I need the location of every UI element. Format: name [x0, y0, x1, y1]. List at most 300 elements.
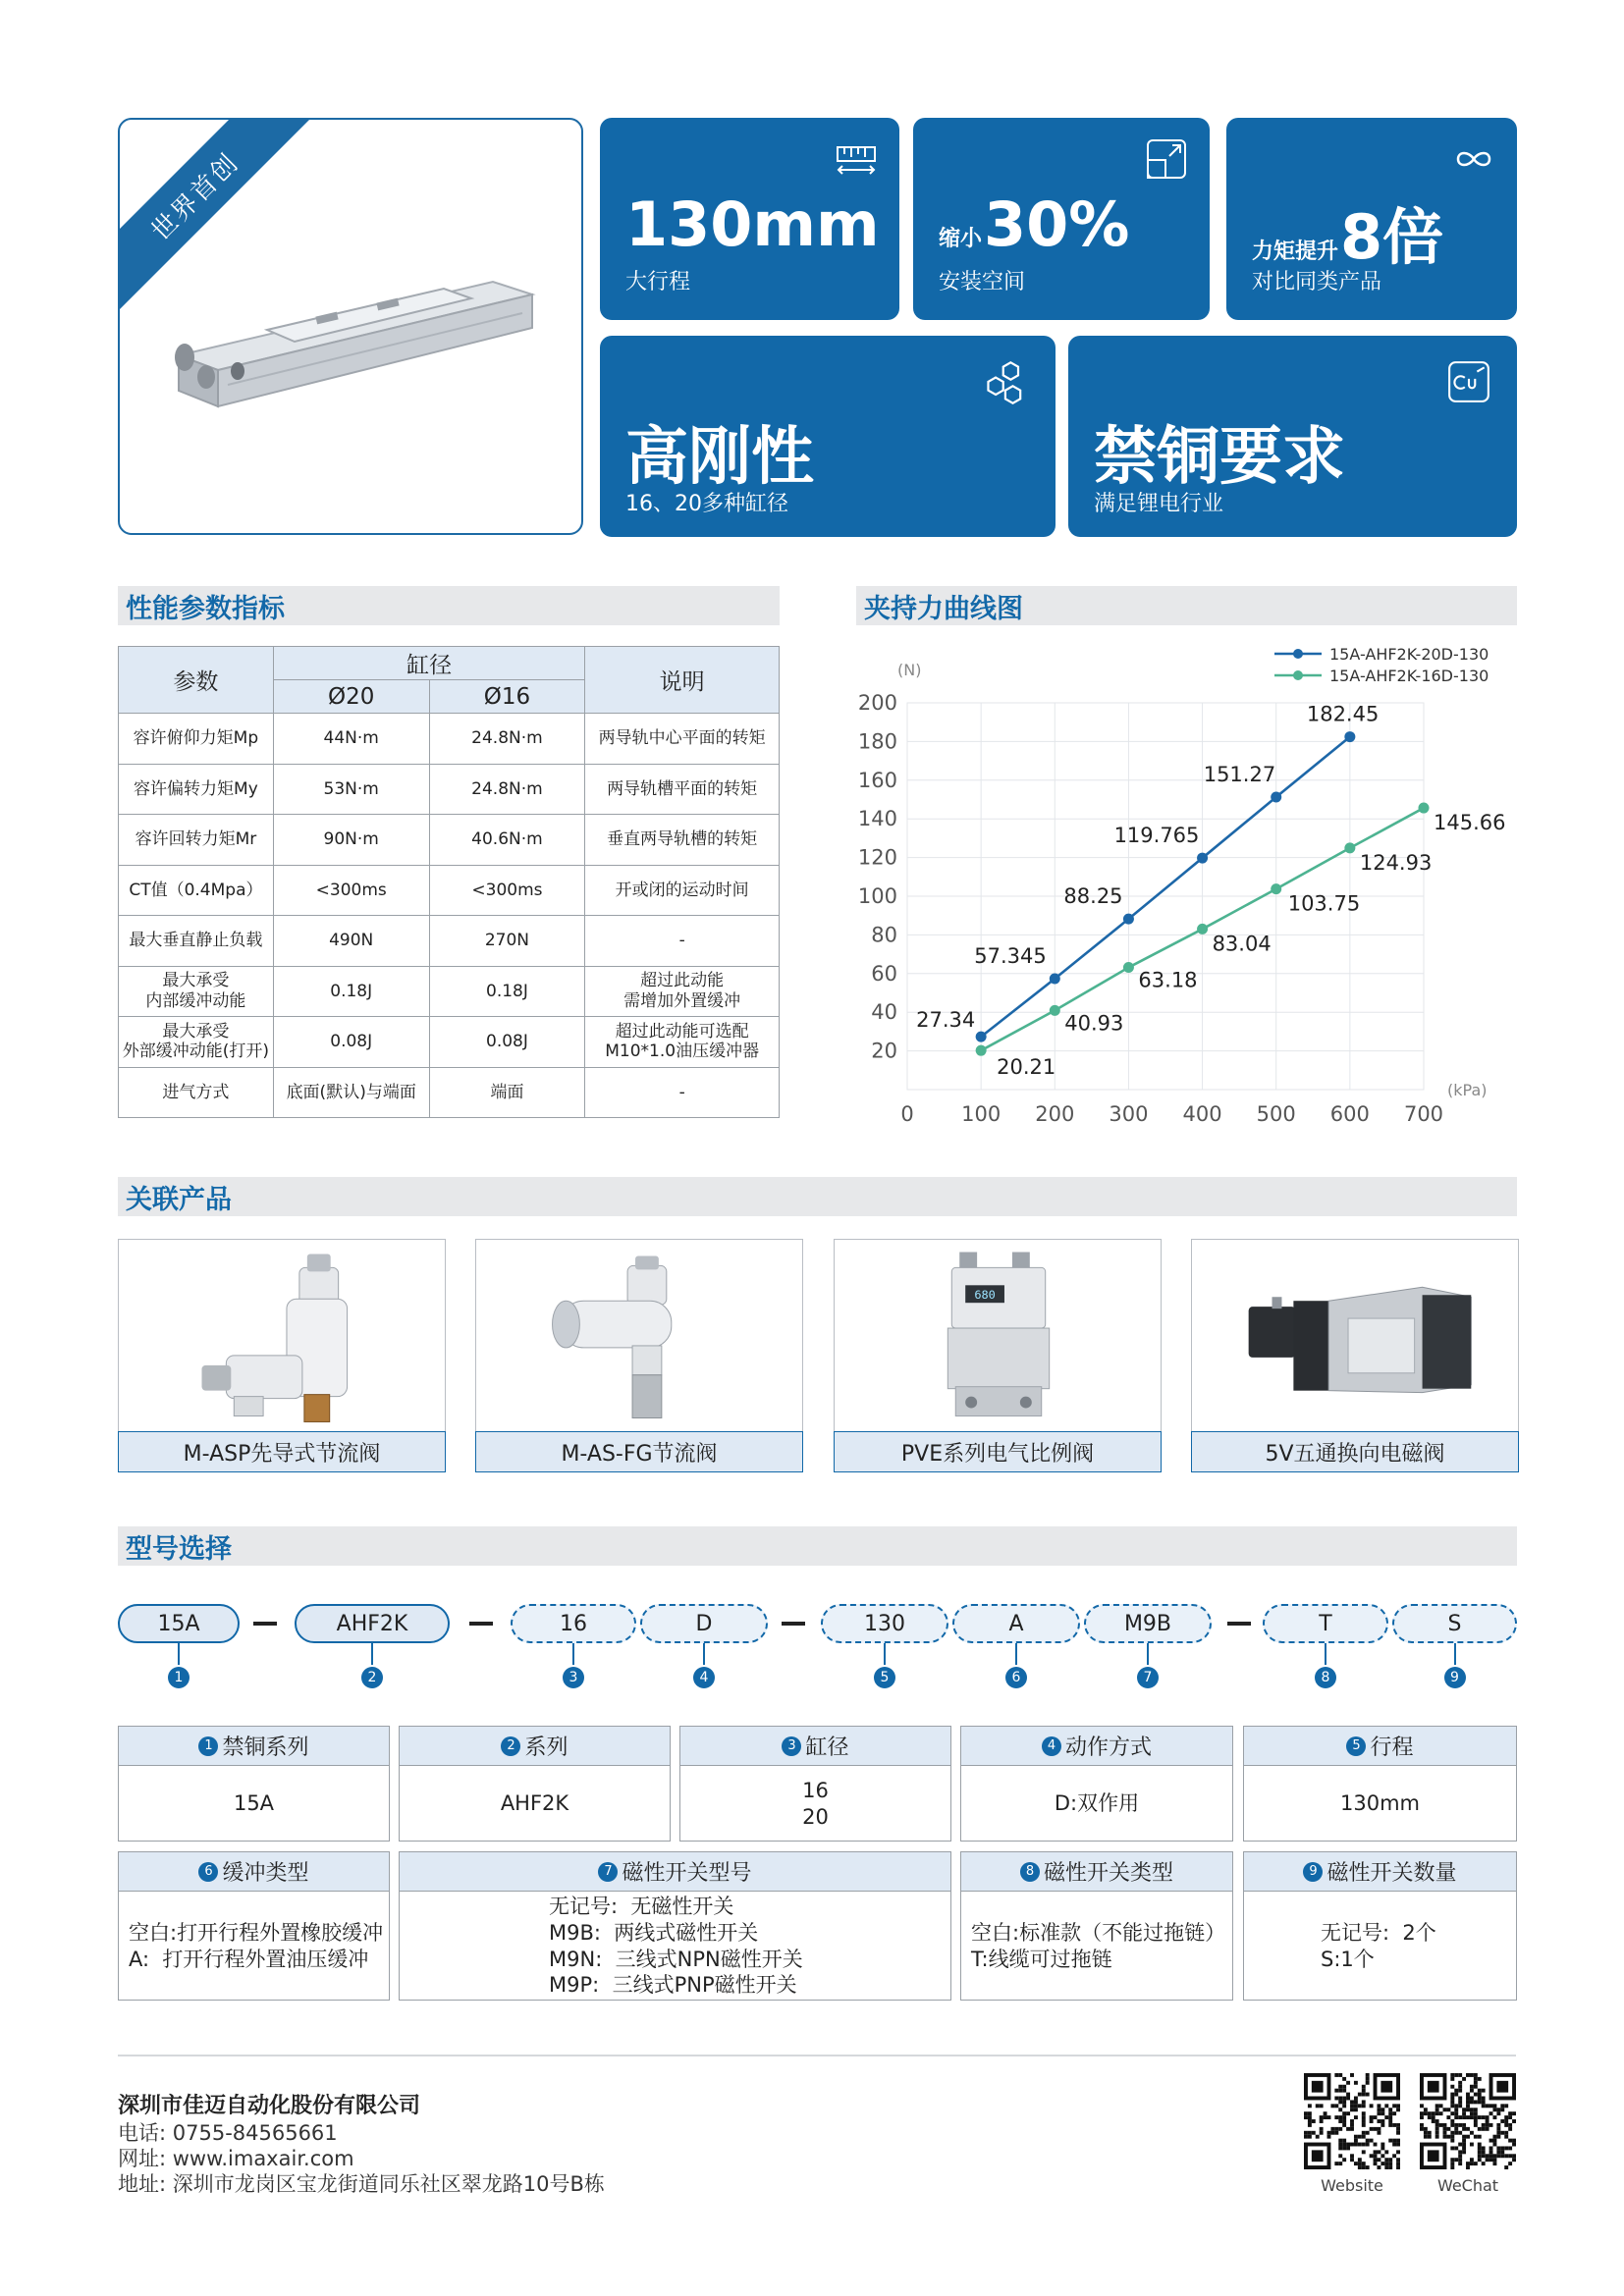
qr-module	[1458, 2104, 1462, 2108]
option-line: M9P: 三线式PNP磁性开关	[549, 1973, 797, 1998]
option-line: S:1个	[1321, 1947, 1375, 1971]
qr-module	[1350, 2073, 1354, 2077]
space-prefix: 缩小	[939, 227, 983, 251]
option-line: M9N: 三线式NPN磁性开关	[549, 1947, 803, 1971]
qr-module	[1354, 2139, 1358, 2143]
param-name: 最大垂直静止负载	[119, 916, 274, 967]
qr-module	[1388, 2162, 1392, 2165]
qr-module	[1482, 2127, 1486, 2131]
qr-module	[1342, 2077, 1346, 2081]
data-label: 103.75	[1287, 891, 1361, 916]
qr-module	[1354, 2162, 1358, 2165]
performance-table	[118, 646, 780, 1118]
x-tick-label: 0	[900, 1102, 914, 1126]
tile-copper	[1068, 336, 1517, 537]
qr-module	[1396, 2150, 1400, 2154]
qr-module	[1334, 2131, 1338, 2135]
segment-number-badge: 9	[1444, 1667, 1466, 1688]
qr-module	[1388, 2123, 1392, 2127]
param-row	[119, 966, 780, 1017]
qr-module	[1338, 2143, 1342, 2147]
qr-module	[1450, 2146, 1454, 2150]
qr-module	[1320, 2115, 1324, 2119]
model-code-segment: S	[1392, 1604, 1517, 1643]
product-photo-frame	[118, 118, 583, 535]
qr-module	[1350, 2108, 1354, 2111]
qr-module	[1304, 2111, 1308, 2115]
option-title: 磁性开关类型	[1043, 1861, 1173, 1886]
option-body	[400, 1767, 670, 1841]
qr-module	[1474, 2123, 1478, 2127]
qr-module	[1366, 2073, 1370, 2077]
qr-module	[1362, 2089, 1366, 2093]
qr-module	[1396, 2123, 1400, 2127]
qr-module	[1454, 2115, 1458, 2119]
param-d20: 44N·m	[273, 714, 429, 765]
qr-module	[1504, 2131, 1508, 2135]
param-row	[119, 916, 780, 967]
qr-module	[1350, 2119, 1354, 2123]
qr-module	[1470, 2089, 1474, 2093]
option-box-o8	[960, 1851, 1233, 2001]
option-box-o6	[118, 1851, 390, 2001]
param-desc: 开或闭的运动时间	[585, 865, 780, 916]
param-row	[119, 865, 780, 916]
qr-module	[1366, 2143, 1370, 2147]
y-tick-label: 180	[857, 729, 897, 754]
option-title: 磁性开关型号	[622, 1861, 752, 1886]
related-product-m-asp[interactable]	[118, 1239, 446, 1472]
qr-module	[1489, 2104, 1493, 2108]
qr-module	[1396, 2143, 1400, 2147]
y-tick-label: 20	[871, 1039, 897, 1063]
code-separator	[253, 1622, 277, 1626]
related-product-5v[interactable]	[1191, 1239, 1519, 1472]
qr-module	[1466, 2097, 1470, 2101]
segment-number-badge: 8	[1315, 1667, 1336, 1688]
option-box-o9	[1243, 1851, 1517, 2001]
qr-module	[1346, 2093, 1350, 2097]
m-asp-valve-image	[119, 1240, 445, 1431]
data-label: 63.18	[1138, 968, 1198, 992]
qr-module	[1308, 2123, 1312, 2127]
model-code-segment: D	[640, 1604, 768, 1643]
y-tick-label: 200	[857, 691, 897, 715]
qr-module	[1362, 2093, 1366, 2097]
option-line: 20	[802, 1804, 829, 1829]
qr-module	[1358, 2158, 1362, 2162]
qr-module	[1388, 2108, 1392, 2111]
qr-module	[1362, 2115, 1366, 2119]
qr-module	[1450, 2135, 1454, 2139]
data-label: 151.27	[1203, 762, 1276, 786]
option-line: 130mm	[1340, 1791, 1420, 1816]
qr-module	[1358, 2093, 1362, 2097]
qr-module	[1396, 2158, 1400, 2162]
qr-module	[1338, 2073, 1342, 2077]
qr-module	[1342, 2143, 1346, 2147]
qr-module	[1443, 2123, 1447, 2127]
qr-module	[1443, 2108, 1447, 2111]
qr-module	[1330, 2104, 1334, 2108]
qr-module	[1470, 2131, 1474, 2135]
segment-connector	[572, 1643, 574, 1665]
space-percent: 30%	[984, 188, 1130, 260]
qr-module	[1374, 2154, 1378, 2158]
qr-module	[1496, 2081, 1508, 2093]
data-label: 83.04	[1212, 932, 1272, 956]
option-line: 15A	[233, 1791, 275, 1816]
option-number-badge: 1	[198, 1736, 218, 1756]
qr-module	[1334, 2162, 1338, 2165]
qr-module	[1458, 2089, 1462, 2093]
qr-module	[1334, 2115, 1338, 2119]
space-sub: 安装空间	[939, 270, 1026, 294]
qr-module	[1354, 2108, 1358, 2111]
section-model-header: 型号选择	[118, 1526, 1517, 1566]
data-point	[1123, 914, 1134, 925]
qr-module	[1338, 2097, 1342, 2101]
qr-module	[1354, 2081, 1358, 2085]
qr-module	[1500, 2108, 1504, 2111]
qr-module	[1466, 2162, 1470, 2165]
qr-module	[1424, 2131, 1428, 2135]
qr-module	[1308, 2135, 1312, 2139]
qr-module	[1350, 2158, 1354, 2162]
qr-module	[1504, 2119, 1508, 2123]
qr-module	[1439, 2123, 1443, 2127]
qr-module	[1489, 2150, 1493, 2154]
qr-module	[1316, 2104, 1320, 2108]
qr-module	[1338, 2154, 1342, 2158]
param-row	[119, 815, 780, 866]
qr-module	[1388, 2158, 1392, 2162]
tile-stroke	[600, 118, 899, 320]
qr-module	[1320, 2104, 1324, 2108]
y-tick-label: 160	[857, 768, 897, 792]
related-product-pve[interactable]	[834, 1239, 1162, 1472]
qr-module	[1377, 2158, 1380, 2162]
col-param: 参数	[119, 647, 274, 714]
qr-module	[1388, 2139, 1392, 2143]
legend-swatch-marker	[1293, 649, 1303, 659]
legend-entry: 15A-AHF2K-20D-130	[1329, 645, 1489, 664]
qr-module	[1492, 2162, 1496, 2165]
qr-module	[1478, 2143, 1482, 2147]
option-line: 无记号: 无磁性开关	[549, 1894, 734, 1918]
qr-module	[1489, 2146, 1493, 2150]
legend-swatch-marker	[1293, 670, 1303, 680]
footer-address: 地址: 深圳市龙岗区宝龙街道同乐社区翠龙路10号B栋	[118, 2172, 605, 2196]
qr-module	[1338, 2115, 1342, 2119]
copper-sub: 满足锂电行业	[1094, 492, 1224, 516]
param-d16: 0.18J	[429, 966, 585, 1017]
option-box-o3	[679, 1726, 951, 1842]
qr-module	[1454, 2131, 1458, 2135]
qr-module	[1474, 2093, 1478, 2097]
option-line: M9B: 两线式磁性开关	[549, 1920, 759, 1945]
qr-module	[1420, 2111, 1424, 2115]
qr-module	[1462, 2150, 1466, 2154]
qr-module	[1377, 2127, 1380, 2131]
stroke-value: 130mm	[625, 188, 880, 260]
qr-module	[1432, 2115, 1435, 2119]
qr-module	[1474, 2115, 1478, 2119]
qr-module	[1496, 2127, 1500, 2131]
related-product-m-as-fg[interactable]	[475, 1239, 803, 1472]
copper-icon	[1446, 359, 1491, 404]
website-qr-label: Website	[1321, 2176, 1383, 2195]
website-qr-code[interactable]	[1304, 2073, 1400, 2169]
code-separator	[469, 1622, 493, 1626]
qr-module	[1474, 2081, 1478, 2085]
option-number-badge: 4	[1042, 1736, 1061, 1756]
qr-module	[1508, 2146, 1512, 2150]
qr-module	[1362, 2119, 1366, 2123]
qr-module	[1466, 2127, 1470, 2131]
qr-module	[1380, 2081, 1392, 2093]
qr-module	[1358, 2143, 1362, 2147]
wechat-qr-code[interactable]	[1420, 2073, 1516, 2169]
option-header	[119, 1852, 389, 1892]
qr-module	[1380, 2146, 1384, 2150]
qr-module	[1338, 2127, 1342, 2131]
option-body	[119, 1893, 389, 2000]
qr-module	[1466, 2115, 1470, 2119]
performance-table-body	[119, 714, 780, 1118]
param-d20: 490N	[273, 916, 429, 967]
y-axis-unit: (N)	[897, 661, 922, 679]
qr-module	[1366, 2165, 1370, 2169]
qr-module	[1428, 2111, 1432, 2115]
qr-module	[1489, 2123, 1493, 2127]
torque-value	[1252, 188, 1443, 276]
qr-module	[1458, 2154, 1462, 2158]
data-label: 182.45	[1306, 702, 1380, 726]
segment-number-badge: 2	[361, 1667, 383, 1688]
qr-module	[1362, 2085, 1366, 2089]
qr-module	[1478, 2093, 1482, 2097]
qr-module	[1482, 2100, 1486, 2104]
qr-module	[1474, 2135, 1478, 2139]
option-header	[961, 1852, 1232, 1892]
option-line: 空白:标准款（不能过拖链）	[971, 1920, 1226, 1945]
qr-module	[1450, 2139, 1454, 2143]
param-d20: <300ms	[273, 865, 429, 916]
param-d16: 0.08J	[429, 1017, 585, 1068]
param-d20: 0.18J	[273, 966, 429, 1017]
param-name: 容许回转力矩Mr	[119, 815, 274, 866]
qr-module	[1435, 2135, 1439, 2139]
qr-module	[1478, 2135, 1482, 2139]
qr-module	[1435, 2127, 1439, 2131]
qr-module	[1392, 2123, 1396, 2127]
data-label: 57.345	[974, 944, 1047, 969]
option-header	[400, 1727, 670, 1766]
qr-module	[1478, 2127, 1482, 2131]
qr-module	[1428, 2131, 1432, 2135]
qr-module	[1308, 2119, 1312, 2123]
infinity-icon	[1452, 137, 1495, 181]
qr-module	[1362, 2143, 1366, 2147]
qr-module	[1342, 2115, 1346, 2119]
qr-module	[1384, 2162, 1388, 2165]
tile-rigidity	[600, 336, 1056, 537]
qr-module	[1392, 2104, 1396, 2108]
company-name: 深圳市佳迈自动化股份有限公司	[118, 2094, 421, 2118]
qr-module	[1478, 2115, 1482, 2119]
qr-module	[1466, 2093, 1470, 2097]
qr-module	[1489, 2158, 1493, 2162]
qr-module	[1508, 2111, 1512, 2115]
qr-module	[1504, 2123, 1508, 2127]
qr-module	[1370, 2127, 1374, 2131]
qr-module	[1342, 2119, 1346, 2123]
qr-module	[1482, 2154, 1486, 2158]
x-tick-label: 400	[1182, 1102, 1222, 1126]
qr-module	[1504, 2146, 1508, 2150]
qr-module	[1474, 2100, 1478, 2104]
option-number-badge: 9	[1303, 1862, 1323, 1882]
segment-connector	[1015, 1643, 1017, 1665]
qr-module	[1454, 2111, 1458, 2115]
col-d20: Ø20	[273, 680, 429, 714]
x-tick-label: 600	[1329, 1102, 1370, 1126]
qr-module	[1482, 2123, 1486, 2127]
qr-module	[1354, 2143, 1358, 2147]
related-caption: PVE系列电气比例阀	[834, 1431, 1162, 1472]
qr-module	[1396, 2139, 1400, 2143]
option-line: D:双作用	[1054, 1791, 1140, 1816]
param-name: 容许偏转力矩My	[119, 764, 274, 815]
qr-module	[1338, 2119, 1342, 2123]
qr-module	[1508, 2154, 1512, 2158]
qr-module	[1482, 2146, 1486, 2150]
data-point	[976, 1045, 987, 1056]
param-desc: -	[585, 916, 780, 967]
qr-module	[1454, 2146, 1458, 2150]
section-related-header: 关联产品	[118, 1177, 1517, 1216]
qr-module	[1450, 2097, 1454, 2101]
qr-module	[1374, 2162, 1378, 2165]
qr-module	[1358, 2135, 1362, 2139]
y-tick-label: 140	[857, 807, 897, 831]
param-desc: -	[585, 1067, 780, 1118]
qr-module	[1443, 2135, 1447, 2139]
qr-module	[1377, 2131, 1380, 2135]
qr-module	[1380, 2143, 1384, 2147]
qr-module	[1334, 2127, 1338, 2131]
qr-module	[1308, 2115, 1312, 2119]
qr-module	[1327, 2131, 1331, 2135]
data-point	[1344, 842, 1355, 853]
qr-module	[1492, 2135, 1496, 2139]
qr-module	[1458, 2081, 1462, 2085]
qr-module	[1454, 2104, 1458, 2108]
data-point	[1197, 924, 1208, 934]
world-first-ribbon: 世界首创	[118, 118, 314, 316]
qr-module	[1420, 2104, 1424, 2108]
qr-module	[1512, 2154, 1516, 2158]
qr-module	[1512, 2139, 1516, 2143]
qr-module	[1478, 2154, 1482, 2158]
qr-module	[1435, 2108, 1439, 2111]
qr-module	[1384, 2165, 1388, 2169]
qr-module	[1312, 2131, 1316, 2135]
qr-module	[1342, 2158, 1346, 2162]
qr-module	[1342, 2111, 1346, 2115]
qr-module	[1308, 2104, 1312, 2108]
qr-module	[1492, 2154, 1496, 2158]
param-name: 进气方式	[119, 1067, 274, 1118]
qr-module	[1500, 2104, 1504, 2108]
option-title: 禁铜系列	[222, 1735, 309, 1760]
param-d16: <300ms	[429, 865, 585, 916]
qr-module	[1420, 2123, 1424, 2127]
qr-module	[1327, 2115, 1331, 2119]
qr-module	[1420, 2115, 1424, 2119]
qr-module	[1470, 2108, 1474, 2111]
qr-module	[1470, 2085, 1474, 2089]
qr-module	[1446, 2135, 1450, 2139]
qr-module	[1358, 2165, 1362, 2169]
tile-torque	[1226, 118, 1517, 320]
data-point	[1050, 974, 1060, 985]
qr-module	[1474, 2108, 1478, 2111]
footer-website[interactable]: 网址: www.imaxair.com	[118, 2147, 354, 2170]
qr-module	[1320, 2119, 1324, 2123]
option-body	[961, 1893, 1232, 2000]
qr-module	[1482, 2115, 1486, 2119]
option-line: 16	[802, 1778, 829, 1802]
qr-module	[1358, 2162, 1362, 2165]
qr-module	[1450, 2077, 1454, 2081]
param-d16: 24.8N·m	[429, 714, 585, 765]
qr-module	[1312, 2150, 1324, 2162]
qr-module	[1454, 2073, 1458, 2077]
qr-module	[1512, 2119, 1516, 2123]
copper-title: 禁铜要求	[1094, 421, 1345, 494]
qr-module	[1496, 2154, 1500, 2158]
qr-module	[1486, 2104, 1489, 2108]
qr-module	[1508, 2127, 1512, 2131]
qr-module	[1450, 2093, 1454, 2097]
qr-module	[1482, 2150, 1486, 2154]
qr-module	[1362, 2150, 1366, 2154]
model-code-segment: AHF2K	[295, 1604, 450, 1643]
qr-module	[1354, 2097, 1358, 2101]
param-row	[119, 714, 780, 765]
qr-module	[1330, 2131, 1334, 2135]
qr-module	[1338, 2089, 1342, 2093]
qr-module	[1320, 2131, 1324, 2135]
segment-number-badge: 1	[168, 1667, 189, 1688]
qr-module	[1362, 2100, 1366, 2104]
qr-module	[1454, 2123, 1458, 2127]
qr-module	[1458, 2150, 1462, 2154]
qr-module	[1500, 2154, 1504, 2158]
option-header	[1244, 1852, 1516, 1892]
qr-module	[1462, 2108, 1466, 2111]
qr-module	[1380, 2108, 1384, 2111]
qr-module	[1350, 2127, 1354, 2131]
param-d20: 53N·m	[273, 764, 429, 815]
rigidity-title: 高刚性	[625, 421, 814, 494]
qr-module	[1496, 2108, 1500, 2111]
code-separator	[1227, 1622, 1251, 1626]
qr-module	[1362, 2111, 1366, 2115]
param-name: 最大承受 外部缓冲动能(打开)	[119, 1017, 274, 1068]
